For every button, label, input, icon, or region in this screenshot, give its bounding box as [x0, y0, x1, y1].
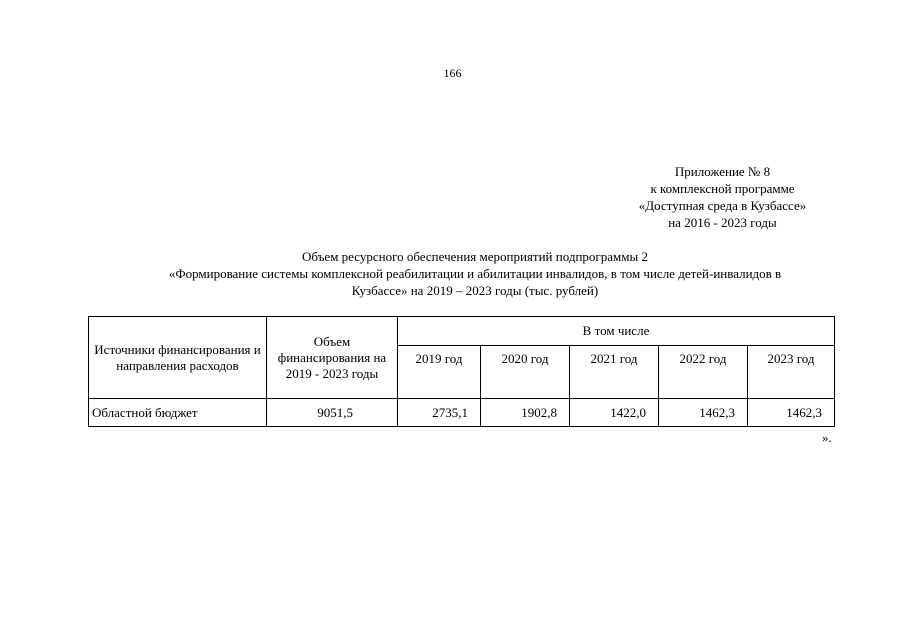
header-year: 2023 год	[748, 346, 835, 399]
header-year: 2020 год	[481, 346, 570, 399]
appendix-line: Приложение № 8	[674, 164, 771, 179]
title-line: «Формирование системы комплексной реабилитации и абилитации инвалидов, в том числе детей-инвалидов в	[168, 266, 782, 281]
title-line: Кузбассе» на 2019 – 2023 годы (тыс. рублей)	[351, 283, 599, 298]
closing-quote: ».	[822, 430, 832, 445]
header-including: В том числе	[398, 317, 835, 346]
page-number: 166	[443, 66, 462, 80]
cell-year-value: 1462,3	[659, 399, 748, 427]
cell-source: Областной бюджет	[89, 399, 267, 427]
header-year: 2022 год	[659, 346, 748, 399]
header-source: Источники финансирования и направления расходов	[89, 317, 267, 399]
header-total: Объем финансирования на 2019 - 2023 годы	[267, 317, 398, 399]
cell-year-value: 2735,1	[398, 399, 481, 427]
cell-year-value: 1902,8	[481, 399, 570, 427]
appendix-header	[560, 163, 885, 231]
cell-year-value: 1422,0	[570, 399, 659, 427]
document-title	[90, 248, 860, 299]
appendix-line: «Доступная среда в Кузбассе»	[638, 198, 807, 213]
table-row	[89, 399, 835, 427]
funding-table	[88, 316, 835, 427]
title-line: Объем ресурсного обеспечения мероприятий подпрограммы 2	[302, 249, 648, 264]
cell-total: 9051,5	[267, 399, 398, 427]
appendix-line: к комплексной программе	[650, 181, 795, 196]
cell-year-value: 1462,3	[748, 399, 835, 427]
header-year: 2019 год	[398, 346, 481, 399]
appendix-line: на 2016 - 2023 годы	[668, 215, 777, 230]
header-year: 2021 год	[570, 346, 659, 399]
